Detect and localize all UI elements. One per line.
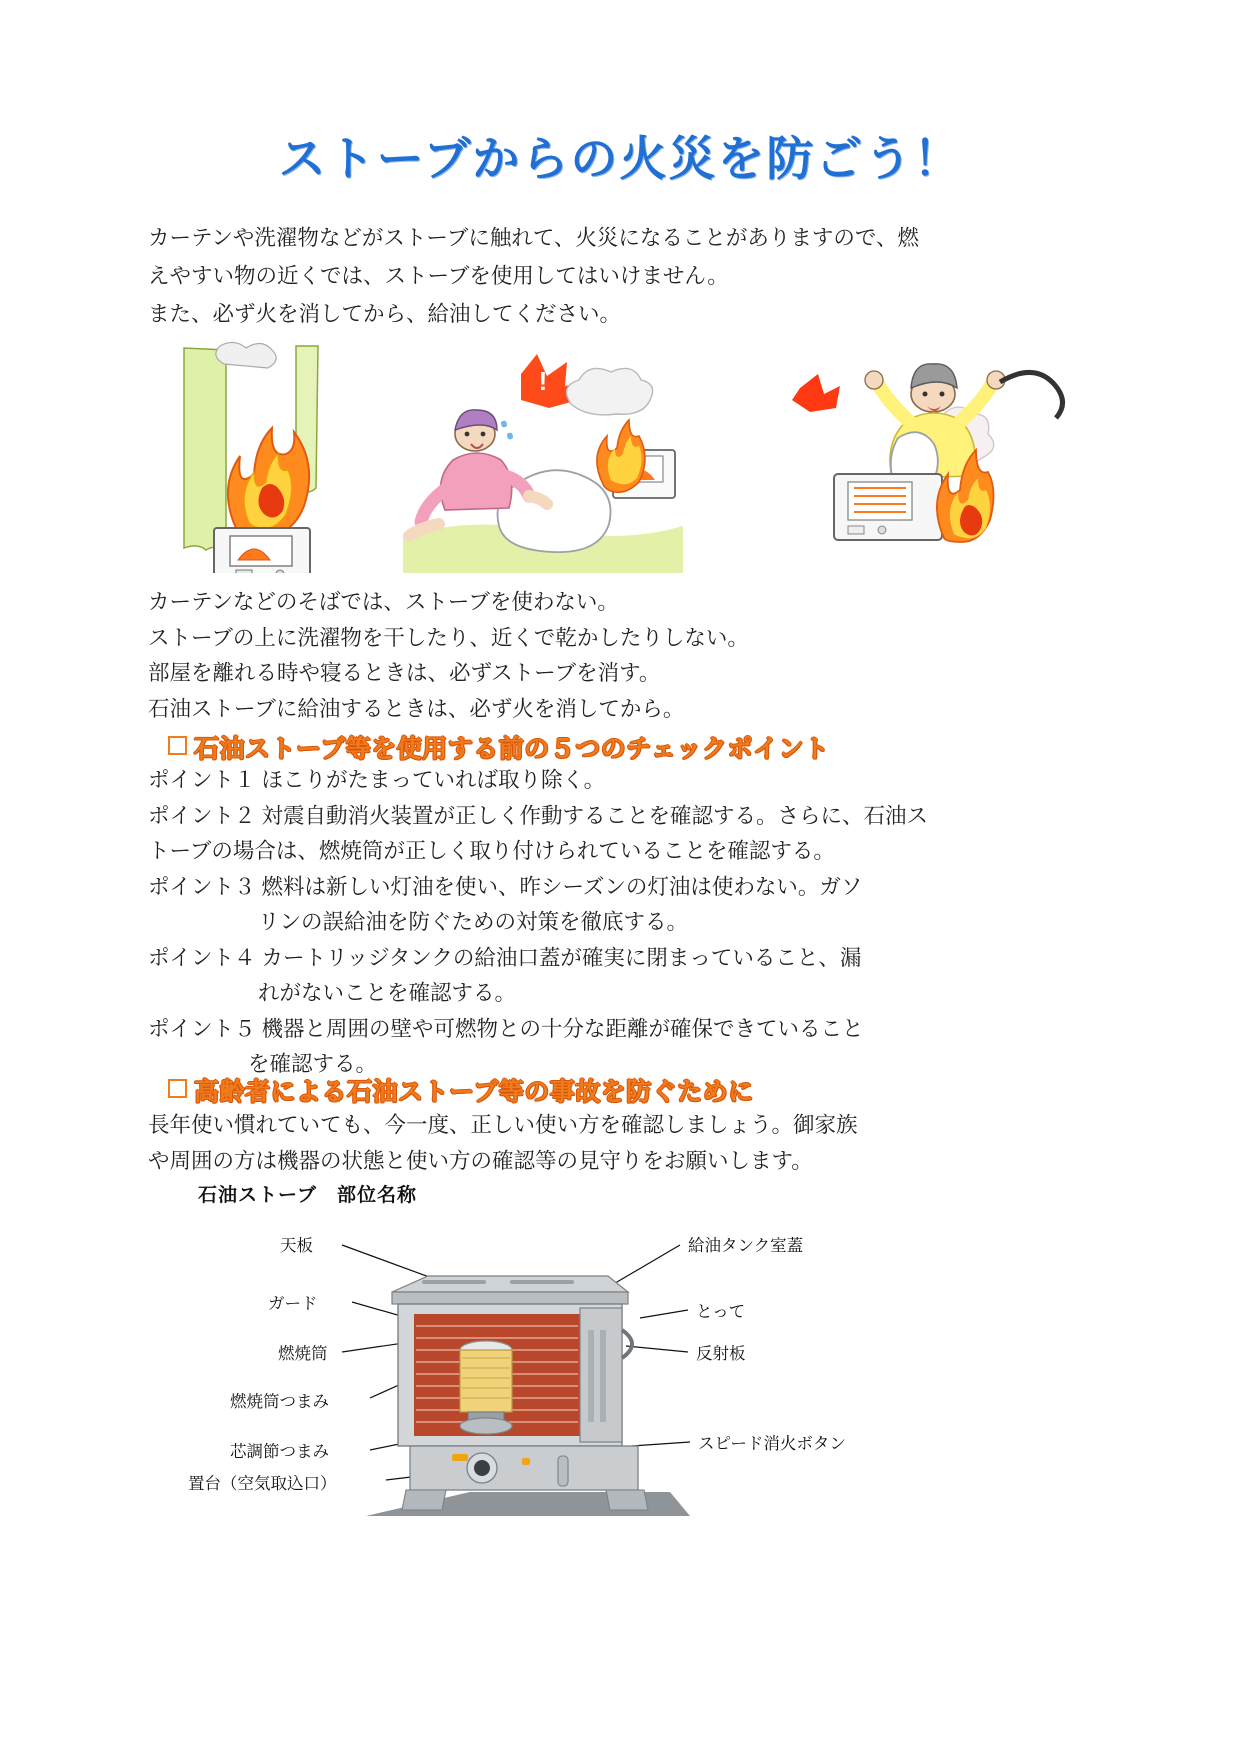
intro-line: また、必ず火を消してから、給油してください。: [148, 302, 622, 326]
checkpoint-text: カートリッジタンクの給油口蓋が確実に閉まっていること、漏: [261, 945, 862, 970]
rule-item: ストーブの上に洗濯物を干したり、近くで乾かしたりしない。: [148, 625, 749, 650]
checkpoint-label: ポイント５: [148, 1016, 256, 1041]
illustration-row: [148, 338, 1093, 573]
diagram-label-burner-knob: 燃焼筒つまみ: [230, 1393, 329, 1411]
intro-line: カーテンや洗濯物などがストーブに触れて、火災になることがありますので、燃: [148, 226, 919, 250]
diagram-label-wick-knob: 芯調節つまみ: [230, 1443, 329, 1461]
checkpoint-item: [148, 799, 1108, 835]
checkpoint-text: 燃料は新しい灯油を使い、昨シーズンの灯油は使わない。ガソ: [261, 874, 863, 899]
checkpoint-text-cont: を確認する。: [248, 1052, 378, 1076]
intro-paragraph: [148, 219, 1093, 333]
rule-item: 石油ストーブに給油するときは、必ず火を消してから。: [148, 696, 685, 721]
section-heading-elderly: [168, 1072, 754, 1108]
square-bullet-icon: [168, 1079, 187, 1098]
diagram-label-speed-extinguish: スピード消火ボタン: [698, 1435, 846, 1453]
checkpoint-item: [148, 763, 1108, 799]
elderly-line: や周囲の方は機器の状態と使い方の確認等の見守りをお願いします。: [148, 1148, 813, 1173]
rule-item: 部屋を離れる時や寝るときは、必ずストーブを消す。: [148, 661, 661, 685]
diagram-title: 石油ストーブ 部位名称: [198, 1185, 418, 1206]
rules-list: [148, 585, 1093, 727]
section-heading-elderly-label: 高齢者による石油ストーブ等の事故を防ぐために: [194, 1078, 754, 1106]
stove-parts-diagram: [170, 1180, 1070, 1740]
checkpoint-label: ポイント４: [148, 945, 256, 970]
checkpoint-text: ほこりがたまっていれば取り除く。: [261, 768, 606, 792]
checkpoint-text: 対震自動消火装置が正しく作動することを確認する。さらに、石油ス: [261, 803, 929, 828]
elderly-paragraph: [148, 1108, 1108, 1179]
checkpoint-item: [148, 870, 1108, 906]
section-heading-checkpoints: [168, 729, 830, 765]
checkpoint-list: [148, 763, 1108, 1083]
diagram-label-reflector: 反射板: [696, 1345, 746, 1363]
diagram-label-burner: 燃焼筒: [278, 1345, 328, 1363]
rule-item: カーテンなどのそばでは、ストーブを使わない。: [148, 590, 619, 614]
section-heading-checkpoints-label: 石油ストーブ等を使用する前の５つのチェックポイント: [194, 735, 830, 763]
refueling-fire-illustration: [748, 338, 1093, 573]
checkpoint-label: ポイント１: [148, 768, 256, 792]
curtain-fire-illustration: [176, 338, 356, 573]
diagram-label-guard: ガード: [268, 1295, 318, 1313]
checkpoint-label: ポイント３: [148, 874, 256, 899]
diagram-label-handle: とって: [696, 1303, 746, 1321]
checkpoint-text-cont: リンの誤給油を防ぐための対策を徹底する。: [258, 910, 689, 934]
square-bullet-icon: [168, 736, 187, 755]
intro-line: えやすい物の近くでは、ストーブを使用してはいけません。: [148, 264, 729, 288]
diagram-label-tank-lid: 給油タンク室蓋: [688, 1237, 804, 1255]
elderly-line: 長年使い慣れていても、今一度、正しい使い方を確認しましょう。御家族: [148, 1113, 858, 1137]
svg-text:!: !: [538, 366, 548, 396]
checkpoint-label: ポイント２: [148, 803, 256, 828]
diagram-label-base-air-inlet: 置台（空気取込口）: [188, 1475, 337, 1493]
diagram-label-top-plate: 天板: [280, 1237, 313, 1255]
checkpoint-text: 機器と周囲の壁や可燃物との十分な距離が確保できていること: [261, 1016, 864, 1041]
checkpoint-text-cont: れがないことを確認する。: [258, 981, 517, 1005]
page-title: ストーブからの火災を防ごう！: [278, 132, 963, 185]
laundry-fire-illustration: [403, 338, 683, 573]
checkpoint-item: [148, 1012, 1108, 1048]
checkpoint-item: [148, 941, 1108, 977]
checkpoint-text-cont: トーブの場合は、燃焼筒が正しく取り付けられていることを確認する。: [148, 839, 835, 863]
